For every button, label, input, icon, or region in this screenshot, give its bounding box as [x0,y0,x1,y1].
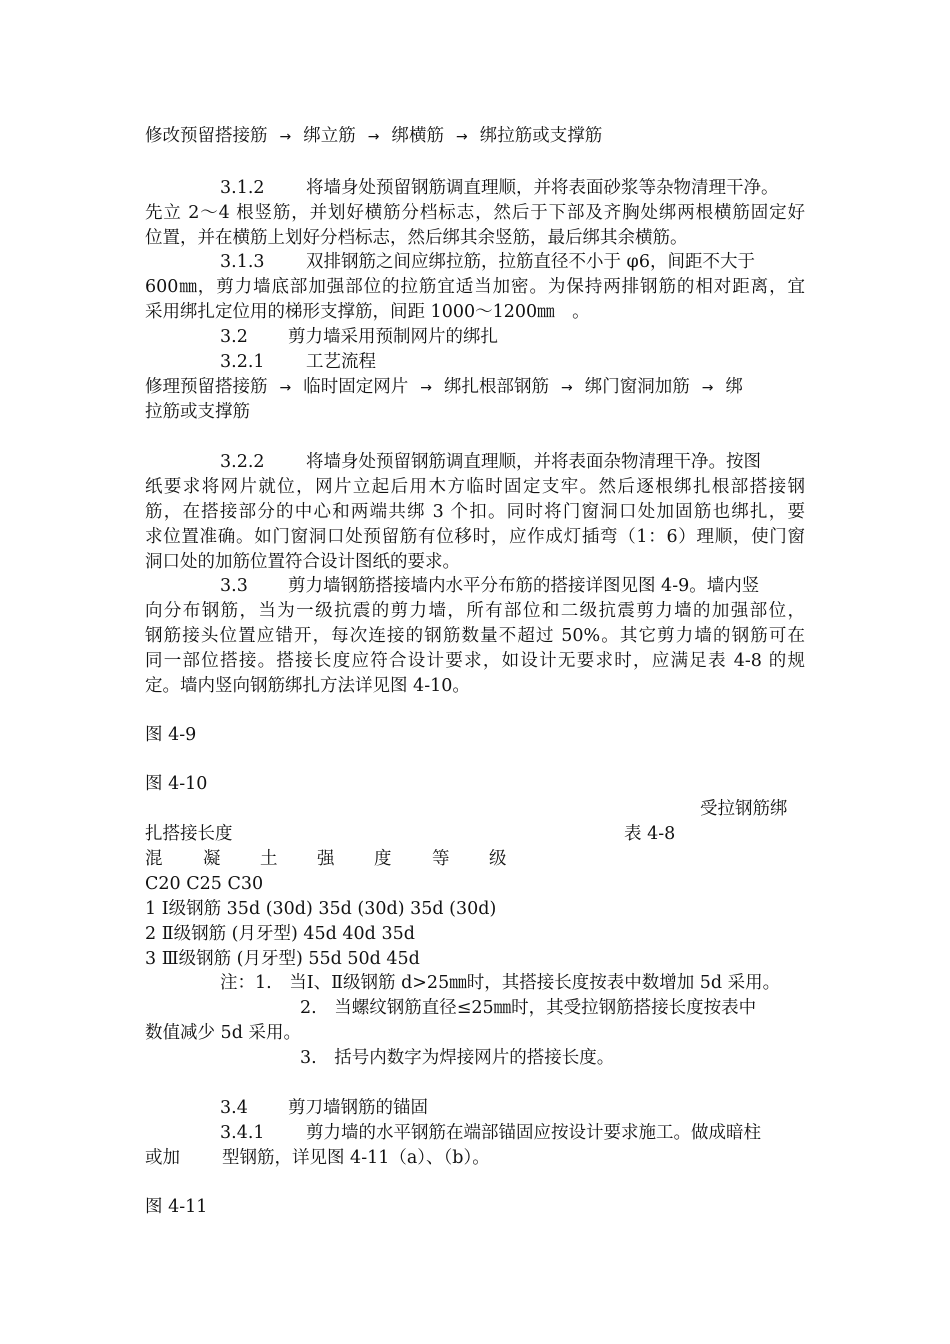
paragraph-line: 同一部位搭接。搭接长度应符合设计要求，如设计无要求时，应满足表 4-8 的规 [145,651,805,671]
table-row: 1 Ⅰ级钢筋 35d (30d) 35d (30d) 35d (30d) [145,899,497,919]
arrow-right-icon: → [455,129,468,145]
table-header-char: 等 [432,849,450,869]
table-note: 注：1. 当Ⅰ、Ⅱ级钢筋 d>25㎜时，其搭接长度按表中数增加 5d 采用。 [220,973,781,993]
paragraph-line: 600㎜，剪力墙底部加强部位的拉筋宜适当加密。为保持两排钢筋的相对距离，宜 [145,277,805,297]
paragraph-line: 将墙身处预留钢筋调直理顺，并将表面杂物清理干净。按图 [306,452,761,472]
section-title: 工艺流程 [306,352,376,372]
section-number: 3.1.2 [220,178,265,198]
flow-step: 修理预留搭接筋 [145,377,268,397]
paragraph-line: 型钢筋，详见图 4-11（a）、（b）。 [222,1148,490,1168]
arrow-right-icon: → [279,380,292,396]
paragraph-line: 求位置准确。如门窗洞口处预留筋有位移时，应作成灯插弯（1：6）理顺，使门窗 [145,527,805,547]
arrow-right-icon: → [560,380,573,396]
table-header-char: 土 [260,849,278,869]
table-header-char: 级 [489,849,507,869]
table-header-char: 凝 [203,849,221,869]
paragraph-line: 剪力墙钢筋搭接墙内水平分布筋的搭接详图见图 4-9。墙内竖 [288,576,760,596]
paragraph-line: 或加 [145,1148,180,1168]
table-number: 表 4-8 [624,824,676,844]
figure-label: 图 4-9 [145,725,197,745]
paragraph-line: 将墙身处预留钢筋调直理顺，并将表面砂浆等杂物清理干净。 [306,178,779,198]
flow-step: 拉筋或支撑筋 [145,402,250,422]
table-header-char: 混 [145,849,163,869]
section-number: 3.3 [220,576,248,596]
arrow-right-icon: → [420,380,432,396]
table-caption: 扎搭接长度 [145,824,233,844]
paragraph-line: 洞口处的加筋位置符合设计图纸的要求。 [145,552,460,572]
flow-step: 临时固定网片 [303,377,409,397]
section-number: 3.1.3 [220,252,265,272]
paragraph-line: 剪力墙的水平钢筋在端部锚固应按设计要求施工。做成暗柱 [306,1123,761,1143]
table-note: 数值减少 5d 采用。 [145,1023,301,1043]
table-grades: C20 C25 C30 [145,874,264,894]
section-number: 3.2.2 [220,452,265,472]
table-caption: 受拉钢筋绑 [700,799,788,819]
section-number: 3.4.1 [220,1123,265,1143]
arrow-right-icon: → [701,380,714,396]
table-row: 2 Ⅱ级钢筋 (月牙型) 45d 40d 35d [145,924,415,944]
figure-label: 图 4-10 [145,774,208,794]
paragraph-line: 筋，在搭接部分的中心和两端共绑 3 个扣。同时将门窗洞口处加固筋也绑扎，要 [145,502,805,522]
flow-step: 绑拉筋或支撑筋 [479,126,603,146]
figure-label: 图 4-11 [145,1197,208,1217]
flow-step: 绑门窗洞加筋 [584,377,690,397]
paragraph-line: 双排钢筋之间应绑拉筋，拉筋直径不小于 φ6，间距不大于 [306,252,755,272]
section-title: 剪刀墙钢筋的锚固 [288,1098,428,1118]
arrow-right-icon: → [367,129,380,145]
section-number: 3.2 [220,327,248,347]
table-header-char: 度 [374,849,392,869]
flow-step: 绑 [725,377,743,397]
flow-step: 修改预留搭接筋 [145,126,268,146]
flow-step: 绑立筋 [303,126,356,146]
table-note: 3. 括号内数字为焊接网片的搭接长度。 [300,1048,615,1068]
table-row: 3 Ⅲ级钢筋 (月牙型) 55d 50d 45d [145,949,420,969]
arrow-right-icon: → [279,129,292,145]
paragraph-line: 纸要求将网片就位，网片立起后用木方临时固定支牢。然后逐根绑扎根部搭接钢 [145,477,805,497]
paragraph-line: 位置，并在横筋上划好分档标志，然后绑其余竖筋，最后绑其余横筋。 [145,228,688,248]
paragraph-line: 钢筋接头位置应错开，每次连接的钢筋数量不超过 50%。其它剪力墙的钢筋可在 [145,626,805,646]
section-number: 3.2.1 [220,352,265,372]
process-flow-1 [145,124,602,149]
paragraph-line: 定。墙内竖向钢筋绑扎方法详见图 4-10。 [145,676,470,696]
paragraph-line: 先立 2～4 根竖筋，并划好横筋分档标志，然后于下部及齐胸处绑两根横筋固定好 [145,203,805,223]
process-flow-2 [145,375,743,400]
paragraph-line: 采用绑扎定位用的梯形支撑筋，间距 1000～1200㎜ 。 [145,302,590,322]
paragraph-line: 向分布钢筋，当为一级抗震的剪力墙，所有部位和二级抗震剪力墙的加强部位， [145,601,805,621]
section-number: 3.4 [220,1098,248,1118]
table-note: 2. 当螺纹钢筋直径≤25㎜时，其受拉钢筋搭接长度按表中 [300,998,757,1018]
flow-step: 绑横筋 [391,126,444,146]
section-title: 剪力墙采用预制网片的绑扎 [288,327,498,347]
flow-step: 绑扎根部钢筋 [443,377,549,397]
table-header-char: 强 [317,849,335,869]
